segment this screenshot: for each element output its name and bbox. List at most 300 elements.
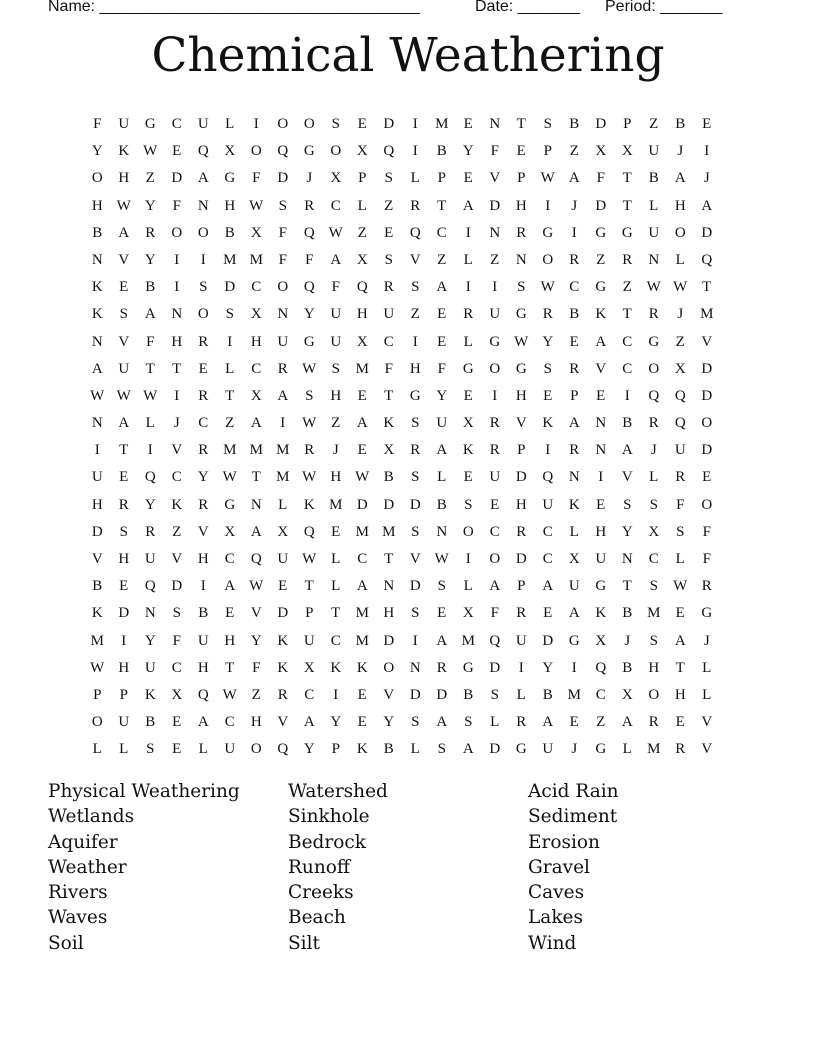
grid-letter[interactable]: F bbox=[702, 523, 711, 540]
grid-letter[interactable]: E bbox=[198, 360, 208, 377]
grid-letter[interactable]: A bbox=[674, 170, 686, 187]
grid-letter[interactable]: I bbox=[147, 442, 153, 459]
grid-letter[interactable]: I bbox=[121, 632, 127, 649]
grid-letter[interactable]: X bbox=[383, 442, 395, 459]
grid-letter[interactable]: Y bbox=[144, 197, 156, 214]
grid-letter[interactable]: U bbox=[277, 333, 289, 350]
grid-letter[interactable]: B bbox=[436, 496, 447, 513]
grid-letter[interactable]: S bbox=[384, 251, 393, 268]
grid-letter[interactable]: F bbox=[490, 143, 499, 160]
grid-letter[interactable]: S bbox=[543, 116, 552, 132]
grid-letter[interactable]: L bbox=[463, 251, 473, 268]
grid-letter[interactable]: F bbox=[93, 116, 102, 132]
grid-letter[interactable]: S bbox=[199, 279, 208, 296]
grid-letter[interactable]: B bbox=[224, 224, 235, 241]
grid-letter[interactable]: H bbox=[383, 605, 395, 622]
grid-letter[interactable]: A bbox=[568, 415, 580, 432]
grid-letter[interactable]: B bbox=[648, 170, 659, 187]
grid-letter[interactable]: Y bbox=[542, 659, 554, 676]
grid-letter[interactable]: N bbox=[621, 551, 633, 567]
grid-letter[interactable]: D bbox=[515, 469, 527, 486]
grid-letter[interactable]: P bbox=[437, 170, 446, 187]
grid-letter[interactable]: X bbox=[621, 143, 633, 160]
grid-letter[interactable]: F bbox=[172, 197, 181, 214]
grid-letter[interactable]: Z bbox=[251, 686, 261, 703]
grid-letter[interactable]: Y bbox=[144, 251, 156, 268]
grid-letter[interactable]: T bbox=[119, 442, 129, 459]
grid-letter[interactable]: Q bbox=[383, 143, 395, 160]
grid-letter[interactable]: M bbox=[355, 523, 369, 540]
grid-letter[interactable]: C bbox=[648, 551, 659, 567]
grid-letter[interactable]: B bbox=[622, 415, 633, 432]
grid-letter[interactable]: D bbox=[489, 659, 501, 676]
grid-letter[interactable]: M bbox=[223, 442, 237, 459]
grid-letter[interactable]: X bbox=[462, 415, 474, 432]
grid-letter[interactable]: O bbox=[250, 143, 262, 160]
grid-letter[interactable]: O bbox=[91, 170, 103, 187]
grid-letter[interactable]: E bbox=[437, 306, 447, 323]
grid-letter[interactable]: X bbox=[224, 523, 236, 540]
grid-letter[interactable]: R bbox=[489, 442, 500, 459]
grid-letter[interactable]: O bbox=[674, 224, 686, 241]
grid-letter[interactable]: R bbox=[569, 360, 580, 377]
grid-letter[interactable]: L bbox=[278, 496, 288, 513]
grid-letter[interactable]: D bbox=[409, 496, 421, 513]
grid-letter[interactable]: M bbox=[435, 116, 449, 132]
grid-letter[interactable]: O bbox=[701, 496, 713, 513]
grid-letter[interactable]: Q bbox=[701, 251, 713, 268]
grid-letter[interactable]: G bbox=[701, 605, 713, 622]
grid-letter[interactable]: E bbox=[119, 469, 129, 486]
grid-letter[interactable]: G bbox=[224, 496, 236, 513]
grid-letter[interactable]: L bbox=[702, 659, 712, 676]
grid-letter[interactable]: C bbox=[330, 197, 341, 214]
grid-letter[interactable]: N bbox=[277, 306, 289, 323]
grid-letter[interactable]: W bbox=[249, 197, 264, 214]
grid-letter[interactable]: M bbox=[647, 741, 661, 758]
grid-letter[interactable]: G bbox=[542, 224, 554, 241]
grid-letter[interactable]: O bbox=[91, 714, 103, 731]
grid-letter[interactable]: G bbox=[489, 333, 501, 350]
grid-letter[interactable]: K bbox=[595, 306, 607, 323]
grid-letter[interactable]: C bbox=[224, 714, 235, 731]
grid-letter[interactable]: W bbox=[90, 659, 105, 676]
grid-letter[interactable]: W bbox=[302, 360, 317, 377]
grid-letter[interactable]: L bbox=[119, 741, 129, 758]
grid-letter[interactable]: L bbox=[463, 333, 473, 350]
grid-letter[interactable]: T bbox=[516, 116, 526, 132]
grid-letter[interactable]: V bbox=[409, 251, 421, 268]
grid-letter[interactable]: G bbox=[515, 306, 527, 323]
grid-letter[interactable]: H bbox=[197, 659, 209, 676]
grid-letter[interactable]: Z bbox=[649, 116, 659, 132]
name-field-label[interactable]: Name: ____________________________________ bbox=[48, 0, 420, 15]
grid-letter[interactable]: I bbox=[412, 632, 418, 649]
grid-letter[interactable]: W bbox=[249, 578, 264, 595]
grid-letter[interactable]: B bbox=[145, 714, 156, 731]
grid-letter[interactable]: E bbox=[463, 469, 473, 486]
grid-letter[interactable]: J bbox=[624, 632, 631, 649]
grid-letter[interactable]: N bbox=[144, 605, 156, 622]
grid-letter[interactable]: E bbox=[596, 387, 606, 404]
grid-letter[interactable]: M bbox=[382, 523, 396, 540]
grid-letter[interactable]: R bbox=[569, 251, 580, 268]
grid-letter[interactable]: Y bbox=[383, 714, 395, 731]
grid-letter[interactable]: S bbox=[119, 306, 128, 323]
grid-letter[interactable]: S bbox=[331, 360, 340, 377]
grid-letter[interactable]: E bbox=[490, 496, 500, 513]
grid-letter[interactable]: K bbox=[303, 496, 315, 513]
grid-letter[interactable]: C bbox=[251, 360, 262, 377]
grid-letter[interactable]: S bbox=[411, 523, 420, 540]
grid-letter[interactable]: U bbox=[303, 632, 315, 649]
grid-letter[interactable]: X bbox=[330, 170, 342, 187]
grid-letter[interactable]: I bbox=[571, 224, 577, 241]
grid-letter[interactable]: V bbox=[409, 551, 421, 567]
grid-letter[interactable]: K bbox=[277, 659, 289, 676]
grid-letter[interactable]: E bbox=[357, 686, 367, 703]
grid-letter[interactable]: N bbox=[595, 415, 607, 432]
grid-letter[interactable]: I bbox=[412, 143, 418, 160]
grid-letter[interactable]: F bbox=[702, 551, 711, 567]
grid-letter[interactable]: I bbox=[571, 659, 577, 676]
grid-letter[interactable]: A bbox=[568, 605, 580, 622]
grid-letter[interactable]: D bbox=[224, 279, 236, 296]
grid-letter[interactable]: I bbox=[624, 387, 630, 404]
grid-letter[interactable]: E bbox=[119, 578, 129, 595]
grid-letter[interactable]: R bbox=[648, 714, 659, 731]
grid-letter[interactable]: A bbox=[356, 415, 368, 432]
grid-letter[interactable]: Y bbox=[303, 306, 315, 323]
grid-letter[interactable]: W bbox=[90, 387, 105, 404]
grid-letter[interactable]: H bbox=[595, 523, 607, 540]
grid-letter[interactable]: U bbox=[197, 632, 209, 649]
grid-letter[interactable]: J bbox=[703, 170, 710, 187]
grid-letter[interactable]: H bbox=[118, 659, 130, 676]
grid-letter[interactable]: R bbox=[622, 251, 633, 268]
grid-letter[interactable]: E bbox=[463, 387, 473, 404]
grid-letter[interactable]: T bbox=[384, 387, 394, 404]
grid-letter[interactable]: J bbox=[703, 632, 710, 649]
grid-letter[interactable]: Y bbox=[144, 632, 156, 649]
grid-letter[interactable]: G bbox=[515, 741, 527, 758]
grid-letter[interactable]: C bbox=[224, 551, 235, 567]
grid-letter[interactable]: G bbox=[303, 333, 315, 350]
grid-letter[interactable]: T bbox=[702, 279, 712, 296]
grid-letter[interactable]: W bbox=[302, 551, 317, 567]
grid-letter[interactable]: U bbox=[224, 741, 236, 758]
grid-letter[interactable]: T bbox=[225, 387, 235, 404]
grid-letter[interactable]: N bbox=[91, 333, 103, 350]
grid-letter[interactable]: X bbox=[356, 251, 368, 268]
grid-letter[interactable]: D bbox=[383, 496, 395, 513]
grid-letter[interactable]: B bbox=[463, 686, 474, 703]
grid-letter[interactable]: X bbox=[568, 551, 580, 567]
grid-letter[interactable]: E bbox=[463, 116, 473, 132]
grid-letter[interactable]: R bbox=[701, 578, 712, 595]
grid-letter[interactable]: U bbox=[568, 578, 580, 595]
grid-letter[interactable]: Q bbox=[144, 469, 156, 486]
grid-letter[interactable]: R bbox=[304, 442, 315, 459]
grid-letter[interactable]: S bbox=[437, 578, 446, 595]
grid-letter[interactable]: A bbox=[436, 714, 448, 731]
grid-letter[interactable]: E bbox=[357, 387, 367, 404]
grid-letter[interactable]: E bbox=[596, 496, 606, 513]
grid-letter[interactable]: O bbox=[197, 224, 209, 241]
grid-letter[interactable]: G bbox=[595, 741, 607, 758]
grid-letter[interactable]: E bbox=[384, 224, 394, 241]
grid-letter[interactable]: L bbox=[490, 714, 500, 731]
grid-letter[interactable]: E bbox=[569, 333, 579, 350]
grid-letter[interactable]: R bbox=[118, 496, 129, 513]
grid-letter[interactable]: A bbox=[91, 360, 103, 377]
grid-letter[interactable]: H bbox=[515, 496, 527, 513]
grid-letter[interactable]: Z bbox=[596, 251, 606, 268]
grid-letter[interactable]: F bbox=[252, 170, 261, 187]
grid-letter[interactable]: H bbox=[515, 387, 527, 404]
grid-letter[interactable]: Q bbox=[250, 551, 262, 567]
grid-letter[interactable]: I bbox=[518, 659, 524, 676]
grid-letter[interactable]: X bbox=[595, 143, 607, 160]
grid-letter[interactable]: T bbox=[145, 360, 155, 377]
grid-letter[interactable]: P bbox=[517, 578, 526, 595]
grid-letter[interactable]: J bbox=[677, 306, 684, 323]
grid-letter[interactable]: H bbox=[330, 387, 342, 404]
grid-letter[interactable]: D bbox=[171, 170, 183, 187]
grid-letter[interactable]: I bbox=[492, 387, 498, 404]
grid-letter[interactable]: D bbox=[515, 551, 527, 567]
grid-letter[interactable]: L bbox=[649, 469, 659, 486]
grid-letter[interactable]: J bbox=[650, 442, 657, 459]
grid-letter[interactable]: W bbox=[302, 415, 317, 432]
grid-letter[interactable]: D bbox=[701, 224, 713, 241]
grid-letter[interactable]: H bbox=[91, 197, 103, 214]
grid-letter[interactable]: K bbox=[277, 632, 289, 649]
grid-letter[interactable]: N bbox=[171, 306, 183, 323]
grid-letter[interactable]: M bbox=[276, 469, 290, 486]
grid-letter[interactable]: N bbox=[648, 251, 660, 268]
grid-letter[interactable]: Z bbox=[225, 415, 235, 432]
grid-letter[interactable]: U bbox=[436, 415, 448, 432]
grid-letter[interactable]: I bbox=[412, 116, 418, 132]
grid-letter[interactable]: H bbox=[648, 659, 660, 676]
grid-letter[interactable]: Q bbox=[542, 469, 554, 486]
grid-letter[interactable]: G bbox=[595, 224, 607, 241]
grid-letter[interactable]: D bbox=[542, 632, 554, 649]
grid-letter[interactable]: E bbox=[278, 578, 288, 595]
grid-letter[interactable]: S bbox=[146, 741, 155, 758]
grid-letter[interactable]: E bbox=[463, 170, 473, 187]
grid-letter[interactable]: K bbox=[383, 415, 395, 432]
grid-letter[interactable]: C bbox=[171, 469, 182, 486]
grid-letter[interactable]: H bbox=[224, 197, 236, 214]
grid-letter[interactable]: W bbox=[328, 224, 343, 241]
grid-letter[interactable]: O bbox=[303, 116, 315, 132]
grid-letter[interactable]: H bbox=[356, 306, 368, 323]
grid-letter[interactable]: C bbox=[595, 686, 606, 703]
grid-letter[interactable]: D bbox=[489, 197, 501, 214]
grid-letter[interactable]: K bbox=[595, 605, 607, 622]
grid-letter[interactable]: C bbox=[357, 551, 368, 567]
grid-letter[interactable]: Y bbox=[144, 496, 156, 513]
grid-letter[interactable]: F bbox=[252, 659, 261, 676]
grid-letter[interactable]: F bbox=[278, 251, 287, 268]
grid-letter[interactable]: R bbox=[463, 306, 474, 323]
grid-letter[interactable]: V bbox=[118, 251, 130, 268]
grid-letter[interactable]: N bbox=[568, 469, 580, 486]
grid-letter[interactable]: O bbox=[277, 279, 289, 296]
grid-letter[interactable]: D bbox=[383, 116, 395, 132]
grid-letter[interactable]: S bbox=[278, 197, 287, 214]
grid-letter[interactable]: O bbox=[330, 143, 342, 160]
grid-letter[interactable]: O bbox=[250, 741, 262, 758]
grid-letter[interactable]: Z bbox=[569, 143, 579, 160]
grid-letter[interactable]: U bbox=[595, 551, 607, 567]
period-field-label[interactable]: Period: _______ bbox=[605, 0, 723, 15]
grid-letter[interactable]: T bbox=[622, 578, 632, 595]
grid-letter[interactable]: L bbox=[622, 741, 632, 758]
grid-letter[interactable]: S bbox=[543, 360, 552, 377]
grid-letter[interactable]: D bbox=[701, 360, 713, 377]
grid-letter[interactable]: C bbox=[304, 686, 315, 703]
grid-letter[interactable]: S bbox=[649, 578, 658, 595]
grid-letter[interactable]: M bbox=[700, 306, 714, 323]
grid-letter[interactable]: G bbox=[409, 387, 421, 404]
grid-letter[interactable]: Q bbox=[648, 387, 660, 404]
grid-letter[interactable]: X bbox=[648, 523, 660, 540]
grid-letter[interactable]: U bbox=[118, 714, 130, 731]
grid-letter[interactable]: B bbox=[569, 306, 580, 323]
grid-letter[interactable]: F bbox=[146, 333, 155, 350]
grid-letter[interactable]: V bbox=[489, 170, 501, 187]
grid-letter[interactable]: L bbox=[357, 197, 367, 214]
grid-letter[interactable]: F bbox=[384, 360, 393, 377]
grid-letter[interactable]: Z bbox=[622, 279, 632, 296]
grid-letter[interactable]: A bbox=[250, 523, 262, 540]
grid-letter[interactable]: W bbox=[143, 143, 158, 160]
grid-letter[interactable]: Q bbox=[197, 143, 209, 160]
grid-letter[interactable]: U bbox=[144, 659, 156, 676]
grid-letter[interactable]: G bbox=[462, 659, 474, 676]
grid-letter[interactable]: S bbox=[437, 741, 446, 758]
grid-letter[interactable]: S bbox=[172, 605, 181, 622]
grid-letter[interactable]: R bbox=[198, 387, 209, 404]
grid-letter[interactable]: F bbox=[676, 496, 685, 513]
grid-letter[interactable]: Z bbox=[675, 333, 685, 350]
grid-letter[interactable]: X bbox=[277, 523, 289, 540]
grid-letter[interactable]: X bbox=[224, 143, 236, 160]
grid-letter[interactable]: I bbox=[174, 279, 180, 296]
grid-letter[interactable]: I bbox=[465, 551, 471, 567]
grid-letter[interactable]: B bbox=[383, 741, 394, 758]
grid-letter[interactable]: V bbox=[118, 333, 130, 350]
grid-letter[interactable]: A bbox=[621, 714, 633, 731]
grid-letter[interactable]: V bbox=[250, 605, 262, 622]
grid-letter[interactable]: I bbox=[200, 578, 206, 595]
grid-letter[interactable]: N bbox=[383, 578, 395, 595]
grid-letter[interactable]: C bbox=[622, 360, 633, 377]
grid-letter[interactable]: Z bbox=[145, 170, 155, 187]
grid-letter[interactable]: C bbox=[171, 116, 182, 132]
grid-letter[interactable]: Q bbox=[277, 741, 289, 758]
grid-letter[interactable]: S bbox=[331, 116, 340, 132]
grid-letter[interactable]: S bbox=[649, 632, 658, 649]
grid-letter[interactable]: R bbox=[516, 224, 527, 241]
grid-letter[interactable]: C bbox=[569, 279, 580, 296]
grid-letter[interactable]: Q bbox=[674, 387, 686, 404]
grid-letter[interactable]: Y bbox=[197, 469, 209, 486]
grid-letter[interactable]: M bbox=[90, 632, 104, 649]
grid-letter[interactable]: C bbox=[489, 523, 500, 540]
grid-letter[interactable]: H bbox=[224, 632, 236, 649]
grid-letter[interactable]: W bbox=[116, 387, 131, 404]
grid-letter[interactable]: N bbox=[515, 251, 527, 268]
grid-letter[interactable]: U bbox=[91, 469, 103, 486]
grid-letter[interactable]: R bbox=[277, 686, 288, 703]
grid-letter[interactable]: V bbox=[197, 523, 209, 540]
grid-letter[interactable]: M bbox=[249, 251, 263, 268]
grid-letter[interactable]: J bbox=[332, 442, 339, 459]
grid-letter[interactable]: E bbox=[331, 523, 341, 540]
grid-letter[interactable]: D bbox=[436, 686, 448, 703]
grid-letter[interactable]: K bbox=[356, 659, 368, 676]
grid-letter[interactable]: H bbox=[674, 686, 686, 703]
grid-letter[interactable]: E bbox=[675, 605, 685, 622]
grid-letter[interactable]: D bbox=[409, 686, 421, 703]
grid-letter[interactable]: N bbox=[595, 442, 607, 459]
grid-letter[interactable]: L bbox=[225, 116, 235, 132]
grid-letter[interactable]: P bbox=[623, 116, 632, 132]
grid-letter[interactable]: P bbox=[570, 387, 579, 404]
grid-letter[interactable]: R bbox=[410, 197, 421, 214]
grid-letter[interactable]: L bbox=[410, 170, 420, 187]
grid-letter[interactable]: S bbox=[676, 523, 685, 540]
grid-letter[interactable]: F bbox=[278, 224, 287, 241]
grid-letter[interactable]: G bbox=[568, 632, 580, 649]
grid-letter[interactable]: H bbox=[91, 496, 103, 513]
grid-letter[interactable]: G bbox=[515, 360, 527, 377]
grid-letter[interactable]: O bbox=[197, 306, 209, 323]
grid-letter[interactable]: P bbox=[358, 170, 367, 187]
grid-letter[interactable]: U bbox=[330, 306, 342, 323]
grid-letter[interactable]: Y bbox=[303, 741, 315, 758]
grid-letter[interactable]: L bbox=[516, 686, 526, 703]
grid-letter[interactable]: C bbox=[251, 279, 262, 296]
grid-letter[interactable]: A bbox=[356, 578, 368, 595]
grid-letter[interactable]: O bbox=[648, 360, 660, 377]
grid-letter[interactable]: V bbox=[277, 714, 289, 731]
grid-letter[interactable]: Y bbox=[250, 632, 262, 649]
grid-letter[interactable]: U bbox=[197, 116, 209, 132]
grid-letter[interactable]: D bbox=[171, 578, 183, 595]
grid-letter[interactable]: I bbox=[465, 224, 471, 241]
grid-letter[interactable]: A bbox=[197, 170, 209, 187]
grid-letter[interactable]: X bbox=[303, 659, 315, 676]
grid-letter[interactable]: R bbox=[648, 306, 659, 323]
grid-letter[interactable]: R bbox=[516, 714, 527, 731]
grid-letter[interactable]: T bbox=[225, 659, 235, 676]
grid-letter[interactable]: Y bbox=[436, 387, 448, 404]
grid-letter[interactable]: D bbox=[277, 170, 289, 187]
grid-letter[interactable]: H bbox=[674, 197, 686, 214]
grid-letter[interactable]: A bbox=[330, 251, 342, 268]
grid-letter[interactable]: F bbox=[437, 360, 446, 377]
grid-letter[interactable]: C bbox=[436, 224, 447, 241]
grid-letter[interactable]: L bbox=[463, 578, 473, 595]
grid-letter[interactable]: H bbox=[197, 551, 209, 567]
grid-letter[interactable]: N bbox=[436, 523, 448, 540]
grid-letter[interactable]: Q bbox=[409, 224, 421, 241]
